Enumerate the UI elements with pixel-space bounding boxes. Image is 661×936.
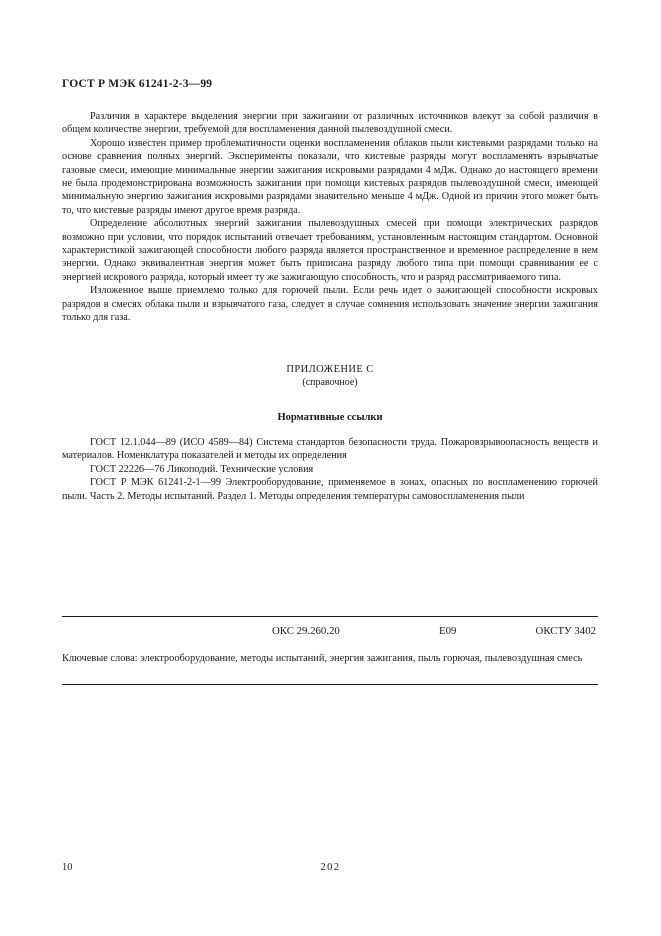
body-paragraph: Различия в характере выделения энергии при зажигании от различных источников влекут за собой различия в общем количестве энергии, требуемой для воспламенения данной пылевоздушной смеси. <box>62 111 598 136</box>
reference-item: ГОСТ 12.1.044—89 (ИСО 4589—84) Система стандартов безопасности труда. Пожаровзрывоопасность веществ и материалов. Номенклатура показателей и методы их определения <box>62 437 598 462</box>
document-header: ГОСТ Р МЭК 61241-2-3—99 <box>62 78 213 90</box>
sheet-number: 202 <box>320 862 341 873</box>
reference-item: ГОСТ 22226—76 Ликоподий. Технические условия <box>90 463 314 475</box>
oks-code: ОКС 29.260.20 <box>272 625 340 637</box>
divider-top <box>62 616 598 617</box>
references-list <box>62 436 598 503</box>
references-title: Нормативные ссылки <box>277 412 383 423</box>
page-number: 10 <box>62 862 73 873</box>
body-paragraph: Изложенное выше приемлемо только для горючей пыли. Если речь идет о зажигающей способности искровых разрядов в смесях облака пыли и взрывчатого газа, следует в случае сомнения использовать значение энергии зажигания только для газа. <box>62 285 598 324</box>
appendix-subtitle: (справочное) <box>302 377 358 388</box>
divider-bottom <box>62 684 598 685</box>
reference-item: ГОСТ Р МЭК 61241-2-1—99 Электрооборудование, применяемое в зонах, опасных по воспламенению горючей пыли. Часть 2. Методы испытаний. Раздел 1. Методы определения температуры самовоспламенения пыли <box>62 477 598 502</box>
classification-row <box>62 625 598 639</box>
appendix-heading <box>62 363 598 389</box>
appendix-title: ПРИЛОЖЕНИЕ С <box>286 364 374 375</box>
e-code: Е09 <box>439 625 457 637</box>
body-paragraph: Хорошо известен пример проблематичности оценки воспламенения облаков пыли кистевыми разрядами только на основе сравнения полных энергий. Эксперименты показали, что кистевые разряды могут воспламенять взрывчатые газовые смеси, имеющие минимальные энергии зажигания искровыми разрядами 4 мДж. Однако до настоящего времени не была продемонстрирована возможность зажигания при помощи кистевых разрядов пылевоздушной смеси, имеющей минимальную энергию зажигания искровыми разрядами значительно меньше 4 мДж. Одной из причин этого может быть то, что кистевые разряды имеют другое время разряда. <box>62 137 598 216</box>
body-paragraph: Определение абсолютных энергий зажигания пылевоздушных смесей при помощи электрических разрядов возможно при условии, что порядок испытаний отвечает требованиям, установленным настоящим стандартом. Основной характеристикой зажигающей способности любого разряда является пространственное и временное распределение в нем энергии. Однако эквивалентная энергия может быть приписана разряду любого типа при помощи сравнивания ее с энергией искрового разряда, который имеет ту же зажигающую способность, что и разряд рассматриваемого типа. <box>62 218 598 283</box>
okstu-code: ОКСТУ 3402 <box>535 625 596 637</box>
body-text <box>62 110 598 325</box>
keywords: Ключевые слова: электрооборудование, методы испытаний, энергия зажигания, пыль горючая, пылевоздушная смесь <box>62 653 583 664</box>
